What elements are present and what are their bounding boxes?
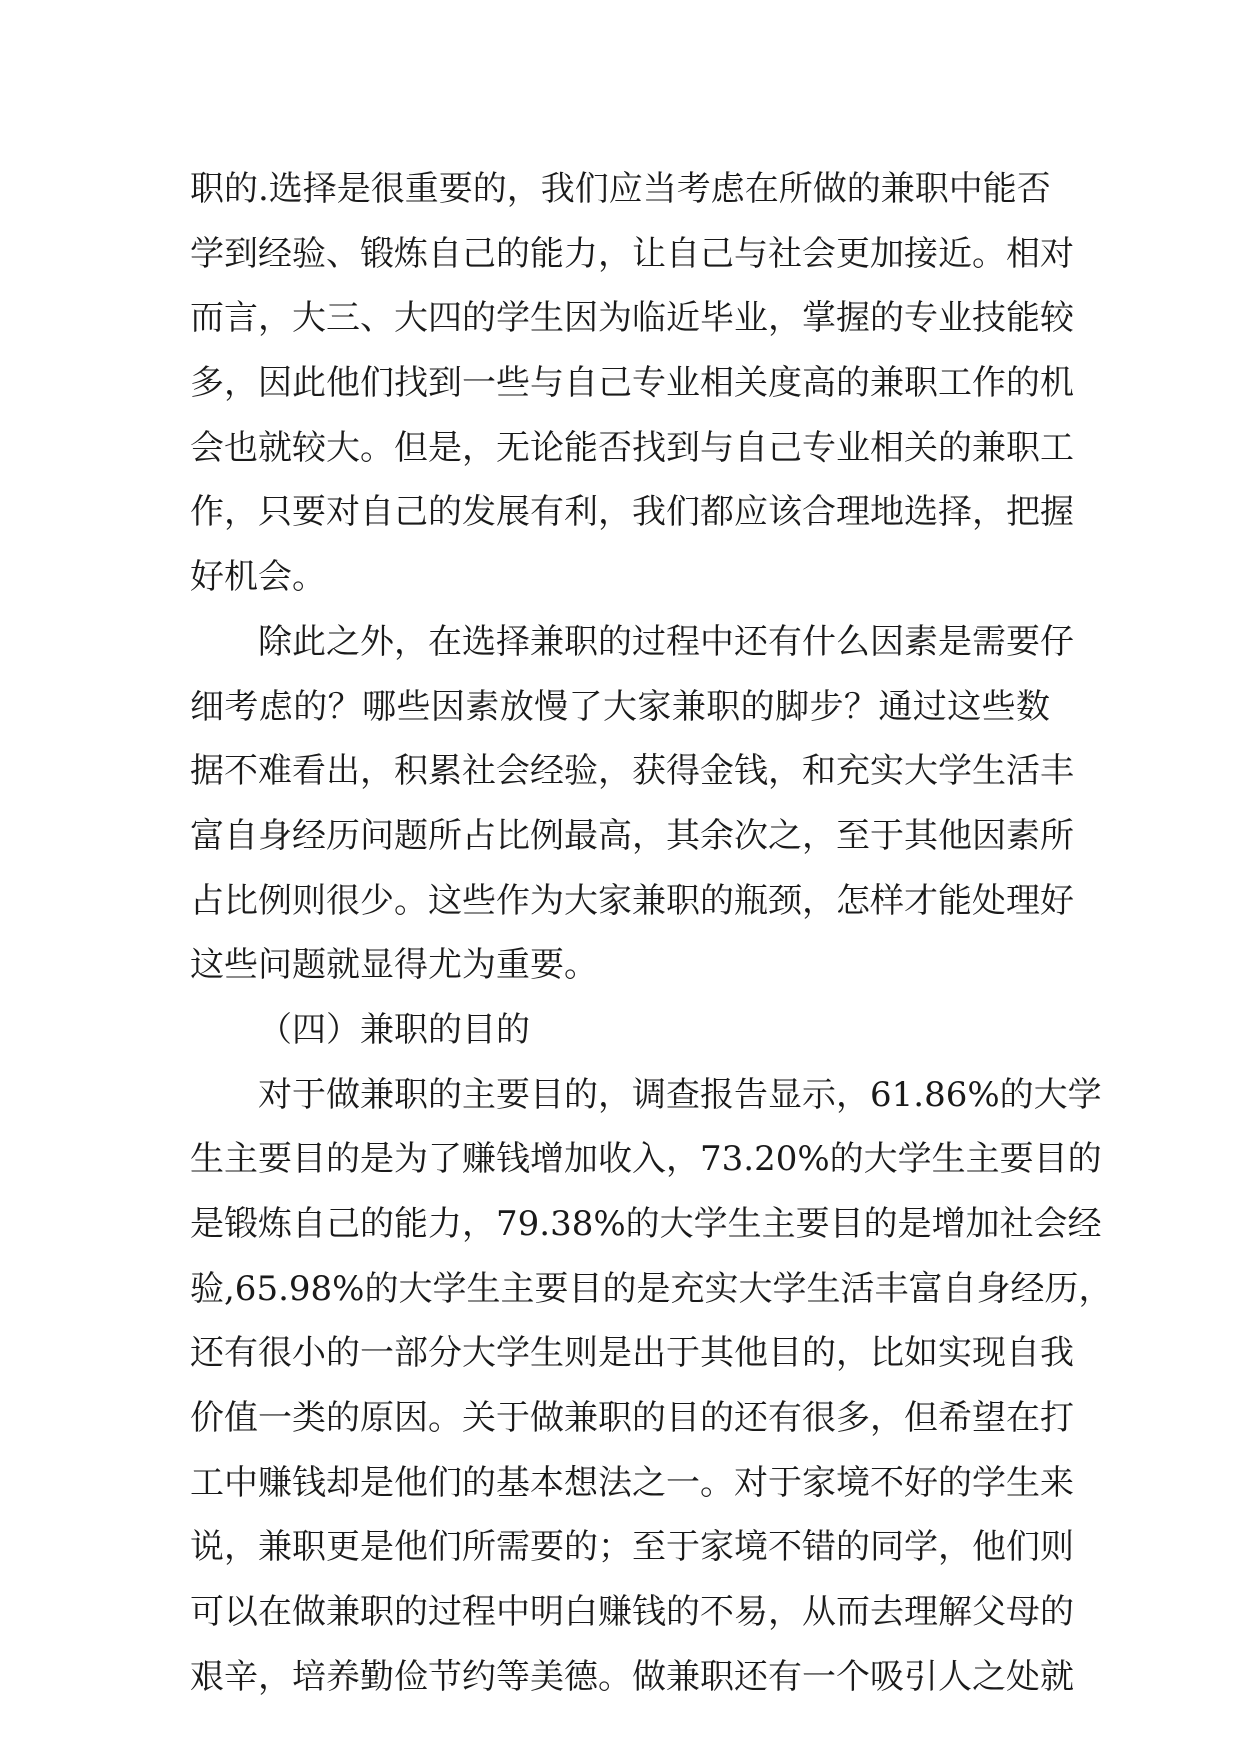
paragraph-line: 除此之外，在选择兼职的过程中还有什么因素是需要仔: [258, 621, 1074, 662]
body-text: [190, 157, 1113, 1710]
section-heading: （四）兼职的目的: [258, 1009, 530, 1050]
paragraph-line: 多，因此他们找到一些与自己专业相关度高的兼职工作的机: [190, 363, 1074, 404]
paragraph-line: 据不难看出，积累社会经验，获得金钱，和充实大学生活丰: [190, 751, 1074, 792]
paragraph-line: 艰辛，培养勤俭节约等美德。做兼职还有一个吸引人之处就: [190, 1656, 1074, 1697]
paragraph-line: 验,65.98%的大学生主要目的是充实大学生活丰富自身经历，: [190, 1268, 1113, 1309]
paragraph-line: 学到经验、锻炼自己的能力，让自己与社会更加接近。相对: [190, 233, 1074, 274]
paragraph-line: 是锻炼自己的能力，79.38%的大学生主要目的是增加社会经: [190, 1204, 1102, 1244]
paragraph-line: 作，只要对自己的发展有利，我们都应该合理地选择，把握: [190, 492, 1074, 533]
paragraph-line: 对于做兼职的主要目的，调查报告显示，61.86%的大学: [258, 1074, 1102, 1115]
paragraph-line: 会也就较大。但是，无论能否找到与自己专业相关的兼职工: [190, 427, 1074, 468]
paragraph-line: 生主要目的是为了赚钱增加收入，73.20%的大学生主要目的: [190, 1139, 1102, 1180]
paragraph-line: 可以在做兼职的过程中明白赚钱的不易，从而去理解父母的: [190, 1592, 1074, 1633]
paragraph-line: 职的.选择是很重要的，我们应当考虑在所做的兼职中能否: [190, 169, 1051, 209]
paragraph-line: 还有很小的一部分大学生则是出于其他目的，比如实现自我: [190, 1333, 1074, 1374]
paragraph-line: 好机会。: [190, 557, 326, 598]
paragraph-line: 价值一类的原因。关于做兼职的目的还有很多，但希望在打: [190, 1398, 1074, 1439]
paragraph-line: 工中赚钱却是他们的基本想法之一。对于家境不好的学生来: [190, 1462, 1074, 1503]
paragraph-line: 说，兼职更是他们所需要的；至于家境不错的同学，他们则: [190, 1527, 1074, 1568]
paragraph-line: 而言，大三、大四的学生因为临近毕业，掌握的专业技能较: [190, 298, 1074, 339]
paragraph-line: 富自身经历问题所占比例最高，其余次之，至于其他因素所: [190, 815, 1074, 856]
paragraph-line: 占比例则很少。这些作为大家兼职的瓶颈，怎样才能处理好: [190, 880, 1074, 921]
paragraph-line: 这些问题就显得尤为重要。: [190, 945, 598, 986]
paragraph-line: 细考虑的？哪些因素放慢了大家兼职的脚步？通过这些数: [190, 686, 1050, 727]
